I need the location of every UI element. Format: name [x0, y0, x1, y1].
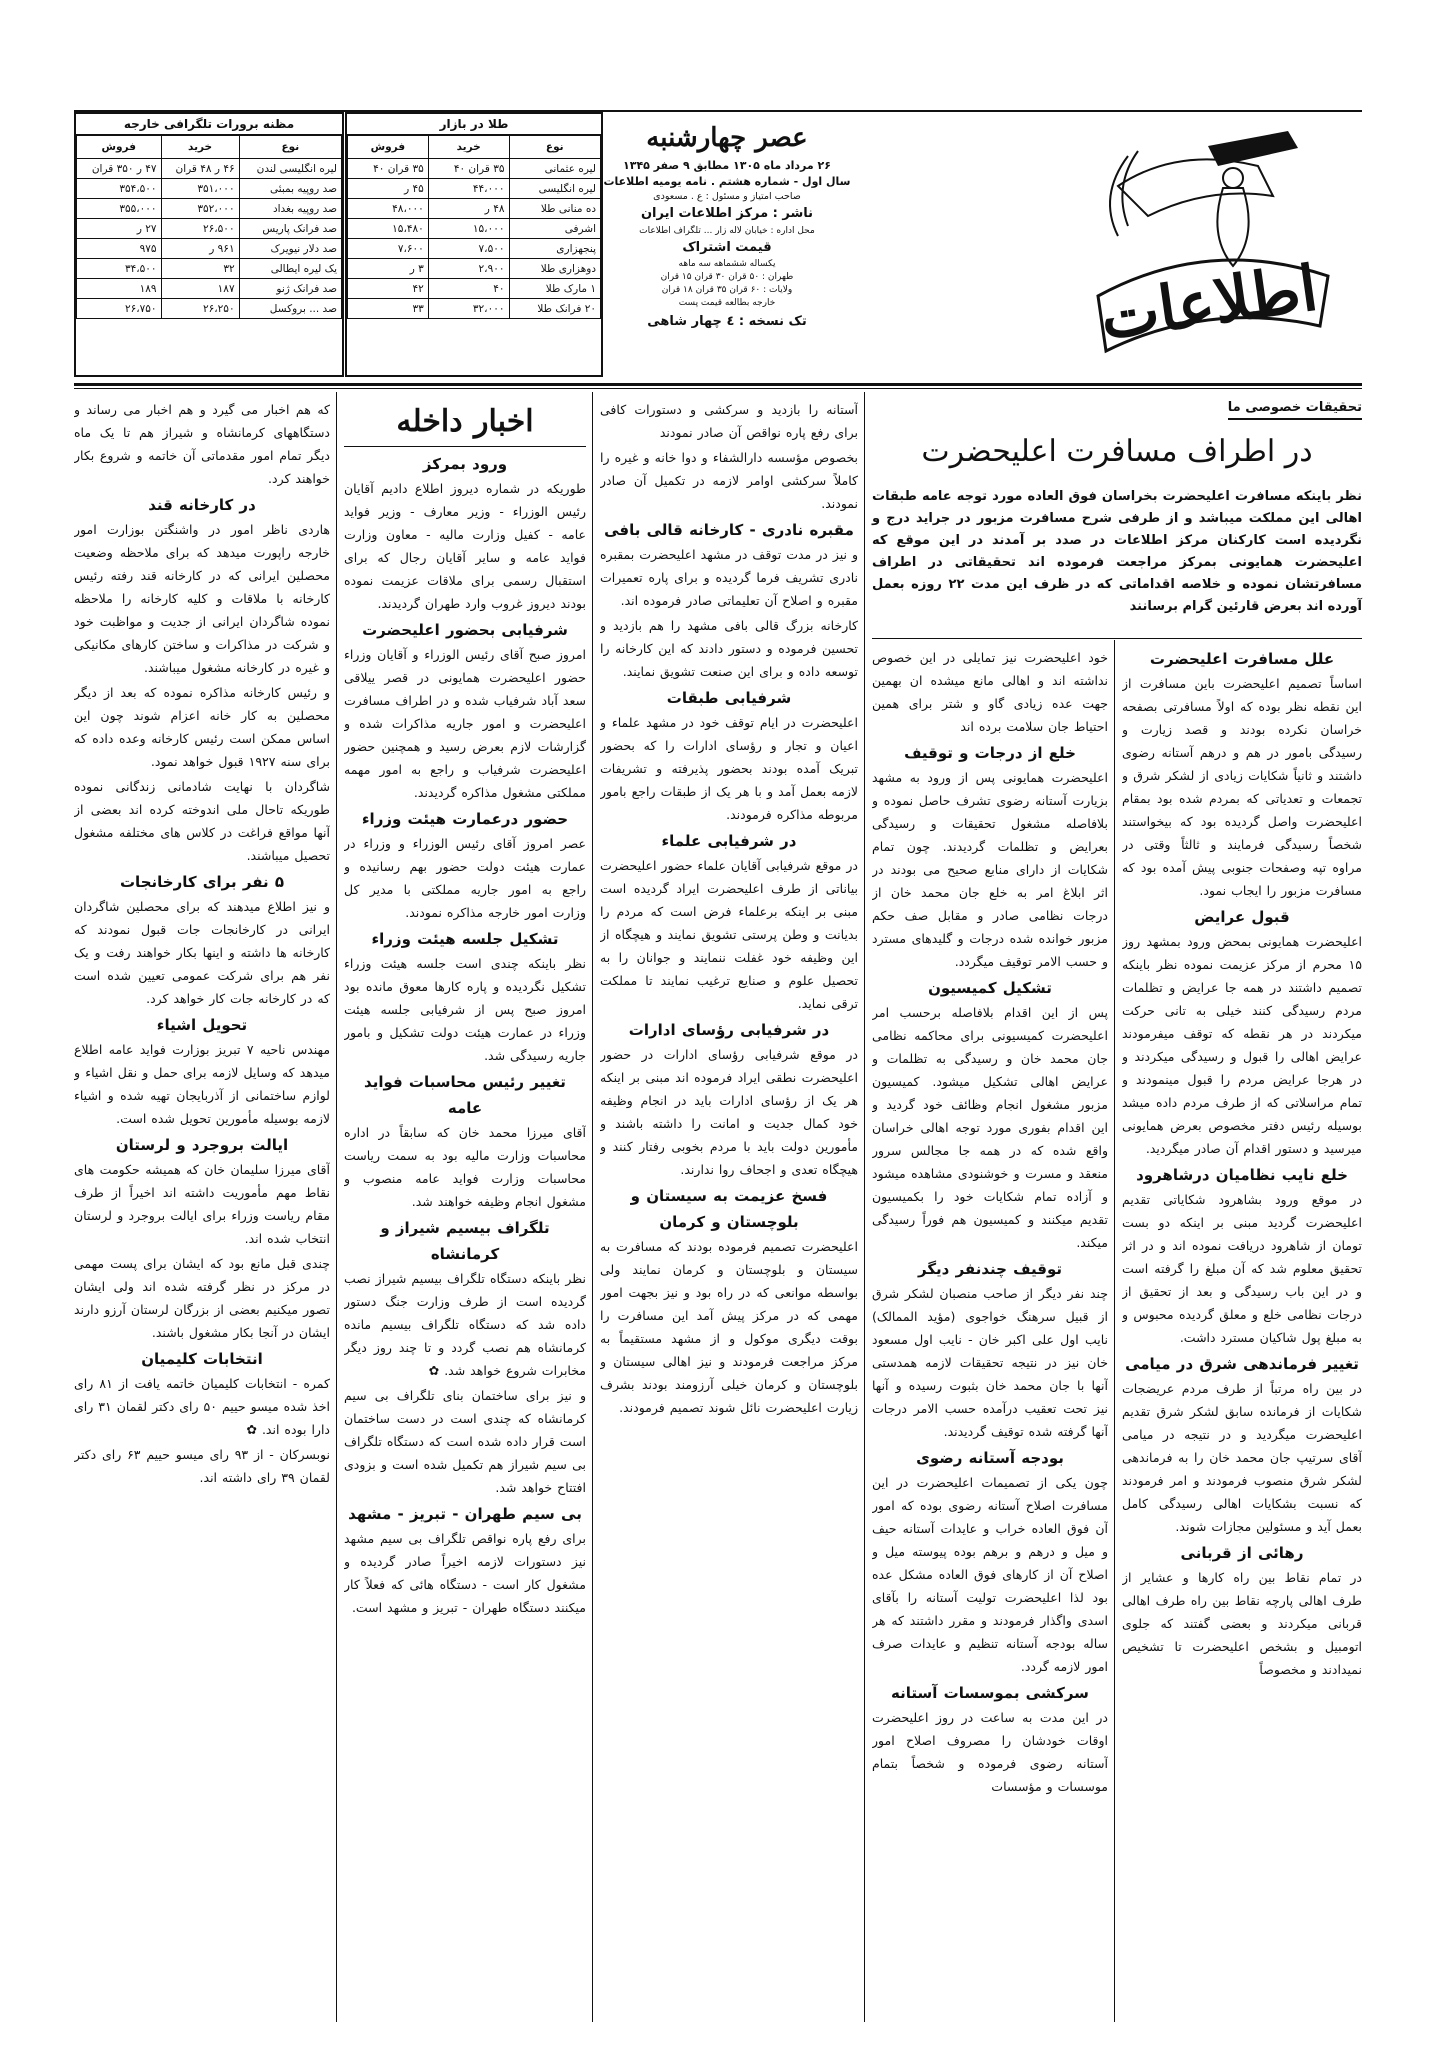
table-row — [77, 219, 342, 239]
article-body: کارخانه بزرگ قالی بافی مشهد را هم بازدید و تحسین فرموده و دستور دادند که این کارخانه را توسعه داده و برای این صنعت تشویق نمایند. — [600, 618, 858, 679]
table-row — [348, 199, 601, 219]
featured-divider — [872, 638, 1362, 639]
subscription-row: طهران : ۵۰ قران ۳۰ قران ۱۵ قران — [660, 272, 794, 282]
table-cell: ۷،۵۰۰ — [428, 239, 509, 259]
featured-kicker: تحقیقات خصوصی ما — [1228, 398, 1362, 420]
section-heading: ایالت بروجرد و لرستان — [115, 1136, 289, 1154]
table-cell: لیره عثمانی — [509, 159, 601, 179]
table-row — [348, 259, 601, 279]
table-row — [77, 279, 342, 299]
table-cell: ۳۵۵،۰۰۰ — [77, 199, 162, 219]
header-divider — [74, 383, 1362, 386]
table-row — [77, 199, 342, 219]
masthead-info — [602, 118, 852, 334]
address-line: محل اداره : خیابان لاله زار ... تلگراف اطلاعات — [639, 226, 815, 236]
table-row — [348, 239, 601, 259]
section-heading: تشکیل جلسه هیئت وزراء — [371, 930, 559, 948]
article-body: هاردی ناظر امور در واشنگتن بوزارت امور خارجه راپورت میدهد که برای ملاحظه وضعیت محصلین ایرانی که در کارخانه قند رفته رئیس کارخانه با ملاقات و کلیه کارخانه را ملاحظه نموده شاگردان ایرانی از جدیت و مواظبت خود و شرکت در مذاکرات و ساختن کارهای مکانیکی و غیره در کارخانه مشغول میباشند. — [74, 522, 330, 675]
table-cell: ۱۸۷ — [161, 279, 239, 299]
masthead-logo — [1058, 126, 1358, 376]
table-row — [77, 159, 342, 179]
article-body: چند نفر دیگر از صاحب منصبان لشکر شرق از قبیل سرهنگ خواجوی (مؤید الممالک) نایب اول علی اکبر خان - نایب اول مسعود خان نیز در نتیجه تحقیقات لازمه همدستی آنها با جان محمد خان بثبوت رسیده و آنها نیز تحت تعقیب درآمده حسب الامر درجات آنها گرفته شده توقیف گردیدند. — [872, 1286, 1108, 1439]
table-cell: ۴۷ ر ۳۵۰ قران — [77, 159, 162, 179]
gold-table-grid — [347, 135, 601, 319]
section-heading: توقیف چندنفر دیگر — [917, 1260, 1063, 1278]
section-heading: فسخ عزیمت به سیستان و بلوچستان و کرمان — [630, 1187, 828, 1231]
section-heading: حضور درعمارت هیئت وزراء — [361, 810, 569, 828]
table-row — [348, 279, 601, 299]
column-5 — [74, 398, 330, 2026]
table-cell: ۷،۶۰۰ — [348, 239, 429, 259]
exchange-rate-table — [74, 112, 344, 377]
section-heading: شرفیابی بحضور اعلیحضرت — [362, 621, 568, 639]
article-body: نوبسرکان - از ۹۳ رای میسو حییم ۶۳ رای دکتر لقمان ۳۹ رای داشته اند. — [74, 1447, 330, 1485]
col-header: نوع — [509, 136, 601, 159]
section-heading: در شرفیابی علماء — [661, 832, 797, 850]
article-body: چندی قبل مانع بود که ایشان برای پست مهمی در مرکز در نظر گرفته شده اند ولی ایشان تصور میکنیم بعضی از بزرگان لرستان آرزو دارند ایشان در آنجا بکار مشغول باشند. — [74, 1256, 330, 1340]
table-row — [77, 179, 342, 199]
article-body: اعلیحضرت همایونی پس از ورود به مشهد بزیارت آستانه رضوی تشرف حاصل نموده و بلافاصله مشغول تحقیقات و رسیدگی بعرایض و تظلمات گردیدند. چون تمام شکایات از دارای منابع صحیح می بودند در اثر ابلاغ امر به خلع جان محمد خان از درجات نظامی صادر و مقابل صف حکم مزبور خوانده شده درجات و گلیدهای مسترد و حسب الامر توقیف میگردد. — [872, 770, 1108, 969]
section-heading: بی سیم طهران - تبریز - مشهد — [348, 1505, 582, 1523]
section-heading: خلع از درجات و توقیف — [904, 744, 1076, 762]
section-heading: تغییر رئیس محاسبات فواید عامه — [364, 1073, 566, 1117]
subscription-row: ولایات : ۶۰ قران ۳۵ قران ۱۸ قران — [661, 285, 793, 295]
article-body: کمره - انتخابات کلیمیان خاتمه یافت از ۸۱ رای اخذ شده میسو حییم ۵۰ رای دکتر لقمان ۳۱ رای دارا بوده اند. ✿ — [74, 1376, 330, 1437]
single-copy-price: تک نسخه : ٤ چهار شاهی — [647, 314, 807, 329]
article-body: در بین راه مرتباً از طرف مردم عریضجات شکایات از فرمانده سابق لشکر شرق تقدیم اعلیحضرت میگردید و در نتیجه در میامی آقای سرتیپ جان محمد خان را به فرماندهی لشکر شرق منصوب فرمودند و امر فرمودند که نسبت بشکایات اهالی رسیدگی کامل بعمل آید و مسئولین مجازات شوند. — [1122, 1381, 1362, 1534]
article-body: و نیز برای ساختمان بنای تلگراف بی سیم کرمانشاه که چندی است در دست ساختمان است قرار داده شده است که دستگاه تلگراف بی سیم شیراز هم تکمیل شده است و بزودی افتتاح خواهد شد. — [344, 1388, 586, 1495]
section-heading: علل مسافرت اعلیحضرت — [1149, 650, 1335, 668]
table-cell: صد روپیه بمبئی — [239, 179, 341, 199]
section-heading: مقبره نادری - کارخانه قالی بافی — [604, 521, 854, 539]
table-cell: اشرفی — [509, 219, 601, 239]
table-cell: صد روپیه بغداد — [239, 199, 341, 219]
article-body: اساساً تصمیم اعلیحضرت باین مسافرت از این نقطه نظر بوده که اولاً مسافرتی بصفحه خراسان نکرده بودند و قصد زیارت و رسیدگی بامور در هم و درهم آستانه رضوی داشتند و ثانیاً شکایات زیادی از لشکر شرق و تجمعات و تعدیاتی که بمردم شده بود بمقام اعلیحضرت واصل گردیده بود که بیخواستند شخصاً رسیدگی فرمایند و ثالثاً وقتی در مراوه تپه وصفحات جنوبی پیش آمده بود که مسافرت مزبور را ایجاب نمود. — [1122, 676, 1362, 898]
subscription-title: قیمت اشتراک — [682, 240, 772, 255]
section-heading: در کارخانه قند — [148, 496, 256, 514]
issue-line: سال اول - شماره هشتم . نامه یومیه اطلاعات — [603, 175, 851, 188]
article-body: و نیز در مدت توقف در مشهد اعلیحضرت بمقبره نادری تشریف فرما گردیده و برای پاره تعمیرات مقبره و اصلاح آن تعلیماتی صادر فرموده اند. — [600, 547, 858, 608]
table-cell: ۲۶،۲۵۰ — [161, 299, 239, 319]
date-line: ۲۶ مرداد ماه ۱۳۰۵ مطابق ۹ صفر ۱۳۴۵ — [623, 159, 831, 172]
article-body: در موقع شرفیابی رؤسای ادارات در حضور اعلیحضرت نطقی ایراد فرموده اند مبنی بر اینکه هر یک از رؤسای ادارات باید در انجام وظیفه خود کمال جدیت و امانت را داشته باشند و مأمورین دولت باید با مردم بخوبی رفتار کنند و هیچگاه تعدی و اجحاف روا ندارند. — [600, 1047, 858, 1177]
table-cell: صد دلار نیویرک — [239, 239, 341, 259]
table-cell: ۹۶۱ ر — [161, 239, 239, 259]
exchange-table-title: مظنه برورات تلگرافی خارجه — [76, 114, 342, 135]
table-cell: ۳۵۴،۵۰۰ — [77, 179, 162, 199]
column-3 — [600, 398, 858, 2026]
table-cell: ۴۰ — [428, 279, 509, 299]
table-cell: ۱ مارک طلا — [509, 279, 601, 299]
col-header: خرید — [161, 136, 239, 159]
article-body: در این مدت به ساعت در روز اعلیحضرت اوقات خودشان را مصروف اصلاح امور آستانه رضوی فرموده و شخصاً بتمام موسسات و مؤسسات — [872, 1710, 1108, 1794]
table-cell: دوهزاری طلا — [509, 259, 601, 279]
table-cell: ۳۲ — [161, 259, 239, 279]
article-body: خود اعلیحضرت نیز تمایلی در این خصوص نداشته اند و اهالی مانع میشده ان بهمین جهت عده زیادی گاو و شتر برای همین احتیاط جان سلامت برده اند — [872, 650, 1108, 734]
subscription-row: خارجه بطالعه قیمت پست — [678, 298, 776, 308]
section-heading: قبول عرایض — [1194, 908, 1290, 926]
gold-table-title: طلا در بازار — [347, 114, 601, 135]
table-row — [77, 299, 342, 319]
featured-lead: نظر باینکه مسافرت اعلیحضرت بخراسان فوق العاده مورد توجه عامه طبقات اهالی این مملکت میباشد و از طرفی شرح مسافرت مزبور در جراید درج و نگردیده است کارکنان مرکز اطلاعات در صدد بر آمدند در این موقع که اعلیحضرت همایونی بمرکز مراجعت فرموده اند تحقیقاتی در اطراف مسافرتشان نموده و خلاصه اقداماتی که در ظرف این مدت ۲۲ روزه بعمل آورده اند بعرض قارئین گرام برسانند — [872, 489, 1362, 614]
article-body: اعلیحضرت همایونی بمحض ورود بمشهد روز ۱۵ محرم از مرکز عزیمت نموده نظر باینکه تصمیم داشتند در همه جا عرایض و تظلمات مردم رسیدگی کنند خیلی به تانی حرکت میکردند در هر نقطه که توقف میفرمودند عرایض اهالی را قبول و رسیدگی میکردند و در هرجا عرایض مردم را قبول مینمودند و تمام مراسلاتی که از طرف مردم داده میشد بوسیله رئیس دفتر مخصوص بعرض همایونی میرسید و دستور اقدام آن صادر میگردید. — [1122, 934, 1362, 1156]
column-1 — [1122, 646, 1362, 2026]
article-body: پس از این اقدام بلافاصله برحسب امر اعلیحضرت کمیسیونی برای محاکمه نظامی جان محمد خان و رسیدگی به تظلمات و عرایض اهالی تشکیل میشود. کمیسیون مزبور مشغول انجام وظائف خود گردید و این اقدام بفوری مورد توجه اهالی خراسان واقع شده که در همه جا مجالس سرور منعقد و مسرت و خوشنودی مشاهده میشود و آزاده تمام شکایات خود را بکمیسیون تقدیم میکنند و کمیسیون هم فوراً رسیدگی میکند. — [872, 1005, 1108, 1250]
section-heading: شرفیابی طبقات — [666, 689, 792, 707]
column-rule — [864, 392, 865, 2022]
column-2 — [872, 646, 1108, 2026]
publisher-line: ناشر : مرکز اطلاعات ایران — [640, 206, 814, 221]
table-cell: ۴۲ — [348, 279, 429, 299]
table-cell: صد فرانک ژنو — [239, 279, 341, 299]
gold-price-table — [345, 112, 603, 377]
table-cell: ۴۸ ر — [428, 199, 509, 219]
article-body: برای رفع پاره نواقص تلگراف بی سیم مشهد نیز دستورات لازمه اخیراً صادر گردیده و مشغول کار است - دستگاه هائی که فعلاً کار میکنند دستگاه طهران - تبریز و مشهد است. — [344, 1531, 586, 1615]
article-body: آقای میرزا محمد خان که سابقاً در اداره محاسبات وزارت مالیه بود به سمت ریاست محاسبات وزارت فواید عامه منصوب و مشغول انجام وظیفه خواهند شد. — [344, 1125, 586, 1209]
col-header: نوع — [239, 136, 341, 159]
table-cell: ۴۵ ر — [348, 179, 429, 199]
table-cell: ۳۳ — [348, 299, 429, 319]
table-cell: ۲،۹۰۰ — [428, 259, 509, 279]
section-heading: ورود بمرکز — [422, 455, 508, 473]
table-cell: صد ... بروکسل — [239, 299, 341, 319]
table-cell: ۴۴،۰۰۰ — [428, 179, 509, 199]
article-body: و نیز اطلاع میدهند که برای محصلین شاگردان ایرانی در کارخانجات جات قبول نمودند که کارخانه ها داشته و اینها بکار خواهند رفت و یک نفر هم برای شرکت عمومی تعیین شده است که در کارخانه جات کار خواهد کرد. — [74, 899, 330, 1006]
section-heading: تشکیل کمیسیون — [928, 979, 1052, 997]
col-header: خرید — [428, 136, 509, 159]
article-body: اعلیحضرت در ایام توقف خود در مشهد علماء و اعیان و تجار و رؤسای ادارات را که بحضور تبریک آمده بودند بحضور پذیرفته و تشریفات لازمه بعمل آمد و با هر یک از طبقات راجع بامور مربوطه مذاکره فرمودند. — [600, 715, 858, 822]
table-cell: یک لیره ایطالی — [239, 259, 341, 279]
table-cell: لیره انگلیسی لندن — [239, 159, 341, 179]
article-body: اعلیحضرت تصمیم فرموده بودند که مسافرت به سیستان و بلوچستان و کرمان نمایند ولی بواسطه موانعی که در راه بود و نیز بجهت امور مهمی که در مرکز پیش آمد این مسافرت را بوقت دیگری موکول و از مشهد مستقیماً به مرکز مراجعت فرمودند و نیز اهالی سیستان و بلوچستان و کرمان خیلی آرزومند بودند بشرف زیارت اعلیحضرت نائل شوند تصمیم فرمودند. — [600, 1239, 858, 1415]
table-cell: لیره انگلیسی — [509, 179, 601, 199]
article-body: بخصوص مؤسسه دارالشفاء و دوا خانه و غیره را کاملاً سرکشی اوامر لازمه در تکمیل آن صادر نمودند. — [600, 450, 858, 511]
day-title: عصر چهارشنبه — [646, 123, 808, 153]
table-cell: ده منانی طلا — [509, 199, 601, 219]
table-cell: ۳۵ قران ۴۰ — [428, 159, 509, 179]
owner-line: صاحب امتیاز و مسئول : ع . مسعودی — [653, 191, 801, 202]
section-heading: تلگراف بیسیم شیراز و کرمانشاه — [380, 1219, 550, 1263]
table-cell: پنجهزاری — [509, 239, 601, 259]
section-title: اخبار داخله — [344, 398, 586, 447]
table-cell: ۳۵۲،۰۰۰ — [161, 199, 239, 219]
column-rule — [592, 392, 593, 2022]
section-heading: تغییر فرماندهی شرق در میامی — [1125, 1355, 1359, 1373]
logo-wordmark: اطلاعات — [1096, 251, 1323, 354]
article-body: نظر باینکه دستگاه تلگراف بیسیم شیراز نصب گردیده است از طرف وزارت جنگ دستور داده شد که دستگاه تلگراف بیسیم مانده کرمانشاه هم نصب گردد و تا چند روز دیگر مخابرات شروع خواهد شد. ✿ — [344, 1271, 586, 1378]
col-header: فروش — [348, 136, 429, 159]
article-body: امروز صبح آقای رئیس الوزراء و آقایان وزراء حضور اعلیحضرت همایونی در قصر ییلاقی سعد آباد شرفیاب شده و در اطراف مسافرت اعلیحضرت و امور جاریه مذاکرات شده و گزارشات لازم بعرض رسید و همچنین حضور اعلیحضرت شرفیاب و راجع به امور مهمه مملکتی مشغول مذاکره گردیدند. — [344, 647, 586, 800]
table-cell: ۱۵،۰۰۰ — [428, 219, 509, 239]
section-heading: در شرفیابی رؤسای ادارات — [628, 1021, 830, 1039]
article-body: طوریکه در شماره دیروز اطلاع دادیم آقایان رئیس الوزراء - وزیر معارف - وزیر فواید عامه - کفیل وزارت مالیه - معاون وزارت فواید عامه و سایر آقایان رجال که برای استقبال رسمی برای ملاقات عزیمت نموده بودند دیروز غروب وارد طهران گردیدند. — [344, 481, 586, 611]
table-row — [348, 179, 601, 199]
table-cell: ۳۵ قران ۴۰ — [348, 159, 429, 179]
article-body: عصر امروز آقای رئیس الوزراء و وزراء در عمارت هیئت دولت حضور بهم رسانیده و راجع به امور جاریه مملکتی با مدیر کل وزارت امور خارجه مذاکره نمودند. — [344, 836, 586, 920]
table-row — [348, 299, 601, 319]
exchange-table-grid — [76, 135, 342, 319]
table-row — [348, 219, 601, 239]
table-cell: ۲۶،۵۰۰ — [161, 219, 239, 239]
table-cell: ۳۵۱،۰۰۰ — [161, 179, 239, 199]
table-row — [77, 259, 342, 279]
subscription-row: یکساله ششماهه سه ماهه — [678, 259, 776, 269]
section-heading: سرکشی بموسسات آستانه — [891, 1684, 1089, 1702]
section-heading: انتخابات کلیمیان — [141, 1350, 263, 1368]
table-cell: ۴۸،۰۰۰ — [348, 199, 429, 219]
table-cell: ۳ ر — [348, 259, 429, 279]
article-body: نظر باینکه چندی است جلسه هیئت وزراء تشکیل نگردیده و پاره کارها معوق مانده بود امروز صبح پس از شرفیابی جلسه هیئت وزراء در عمارت هیئت دولت تشکیل و بامور جاریه رسیدگی شد. — [344, 956, 586, 1063]
article-body: شاگردان با نهایت شادمانی زندگانی نموده طوریکه تاحال ملی اندوخته کرده اند بعضی از آنها مواقع فراغت در کلاس های مختلفه مشغول تحصیل میباشند. — [74, 779, 330, 863]
table-cell: ۱۵،۴۸۰ — [348, 219, 429, 239]
featured-headline: در اطراف مسافرت اعلیحضرت — [921, 434, 1313, 469]
column-rule — [336, 392, 337, 2022]
col-header: فروش — [77, 136, 162, 159]
article-body: در تمام نقاط بین راه کارها و عشایر از طرف اهالی پارچه نقاط بین راه طرف اهالی قربانی میکردند و بعضی گفتند که جلوی اتومبیل و بشخص اعلیحضرت تا تشخیص نمیدادند و مخصوصاً — [1122, 1570, 1362, 1677]
article-body: چون یکی از تصمیمات اعلیحضرت در این مسافرت اصلاح آستانه رضوی بوده که امور آن فوق العاده خراب و عایدات آستانه حیف و میل و درهم و برهم بوده پیوسته میل و اصلاح آن از کارهای فوق العاده مشکل عده بود لذا اعلیحضرت تولیت آستانه را بآقای اسدی واگذار فرمودند و مقرر داشتند که هر ساله بودجه آستانه تنظیم و عایدات صرف امور لازمه گردد. — [872, 1475, 1108, 1674]
column-rule — [1114, 640, 1115, 2022]
article-body: مهندس ناحیه ۷ تبریز بوزارت فواید عامه اطلاع میدهد که وسایل لازمه برای حمل و نقل اشیاء و لوازم ساختمانی از آذربایجان تهیه شده و اشیاء لازمه بوسیله مأمورین تحویل شده است. — [74, 1042, 330, 1126]
header-divider — [74, 388, 1362, 389]
article-body: در موقع شرفیابی آقایان علماء حضور اعلیحضرت بیاناتی از طرف اعلیحضرت ایراد گردیده است مبنی بر اینکه برعلماء فرض است که مردم را بدیانت و وطن پرستی تشویق نمایند و هیچگاه از این وظیفه خود غفلت ننمایند و جوانان را به تحصیل علوم و صنایع ترغیب نمایند تا مملکت ترقی نماید. — [600, 858, 858, 1011]
section-heading: خلع نایب نظامیان درشاهرود — [1136, 1166, 1348, 1184]
table-cell: ۲۰ فرانک طلا — [509, 299, 601, 319]
section-heading: رهائی از قربانی — [1180, 1544, 1304, 1562]
article-body: آستانه را بازدید و سرکشی و دستورات کافی برای رفع پاره نواقص آن صادر نمودند — [600, 402, 858, 440]
table-cell: ۲۷ ر — [77, 219, 162, 239]
section-heading: تحویل اشیاء — [156, 1016, 248, 1034]
table-cell: ۱۸۹ — [77, 279, 162, 299]
table-cell: ۴۶ ر ۴۸ قران — [161, 159, 239, 179]
section-heading: ۵ نفر برای کارخانجات — [119, 873, 285, 891]
table-cell: ۳۴،۵۰۰ — [77, 259, 162, 279]
article-body: و رئیس کارخانه مذاکره نموده که بعد از دیگر محصلین به کار خانه اعزام شوند چون این اساس ممکن است رئیس کارخانه وعده داده که برای سنه ۱۹۲۷ قبول خواهد نمود. — [74, 685, 330, 769]
section-heading: بودجه آستانه رضوی — [916, 1449, 1064, 1467]
table-row — [348, 159, 601, 179]
featured-article — [872, 398, 1362, 636]
article-body: در موقع ورود بشاهرود شکایاتی تقدیم اعلیحضرت گردید مبنی بر اینکه دو بست تومان از شاهرود دریافت نموده اند و در اثر تحقیق معلوم شد که آن مبلغ را گرفته است و در این باب رسیدگی و بعد از تحقیق از درجات نظامی خلع و معلق گردیده محبوس و به مبلغ پول شاکیان مسترد داشت. — [1122, 1192, 1362, 1345]
table-cell: ۹۷۵ — [77, 239, 162, 259]
table-row — [77, 239, 342, 259]
table-cell: صد فرانک پاریس — [239, 219, 341, 239]
article-body: که هم اخبار می گیرد و هم اخبار می رساند و دستگاههای کرمانشاه و شیراز هم تا یک ماه دیگر تمام امور مقدماتی آن خاتمه و شروع بکار خواهند کرد. — [74, 402, 330, 486]
column-4 — [344, 398, 586, 2026]
table-cell: ۳۲،۰۰۰ — [428, 299, 509, 319]
article-body: آقای میرزا سلیمان خان که همیشه حکومت های نقاط مهم مأموریت داشته اند اخیراً از طرف مقام ریاست وزراء برای ایالت بروجرد و لرستان انتخاب شده اند. — [74, 1162, 330, 1246]
table-cell: ۲۶،۷۵۰ — [77, 299, 162, 319]
